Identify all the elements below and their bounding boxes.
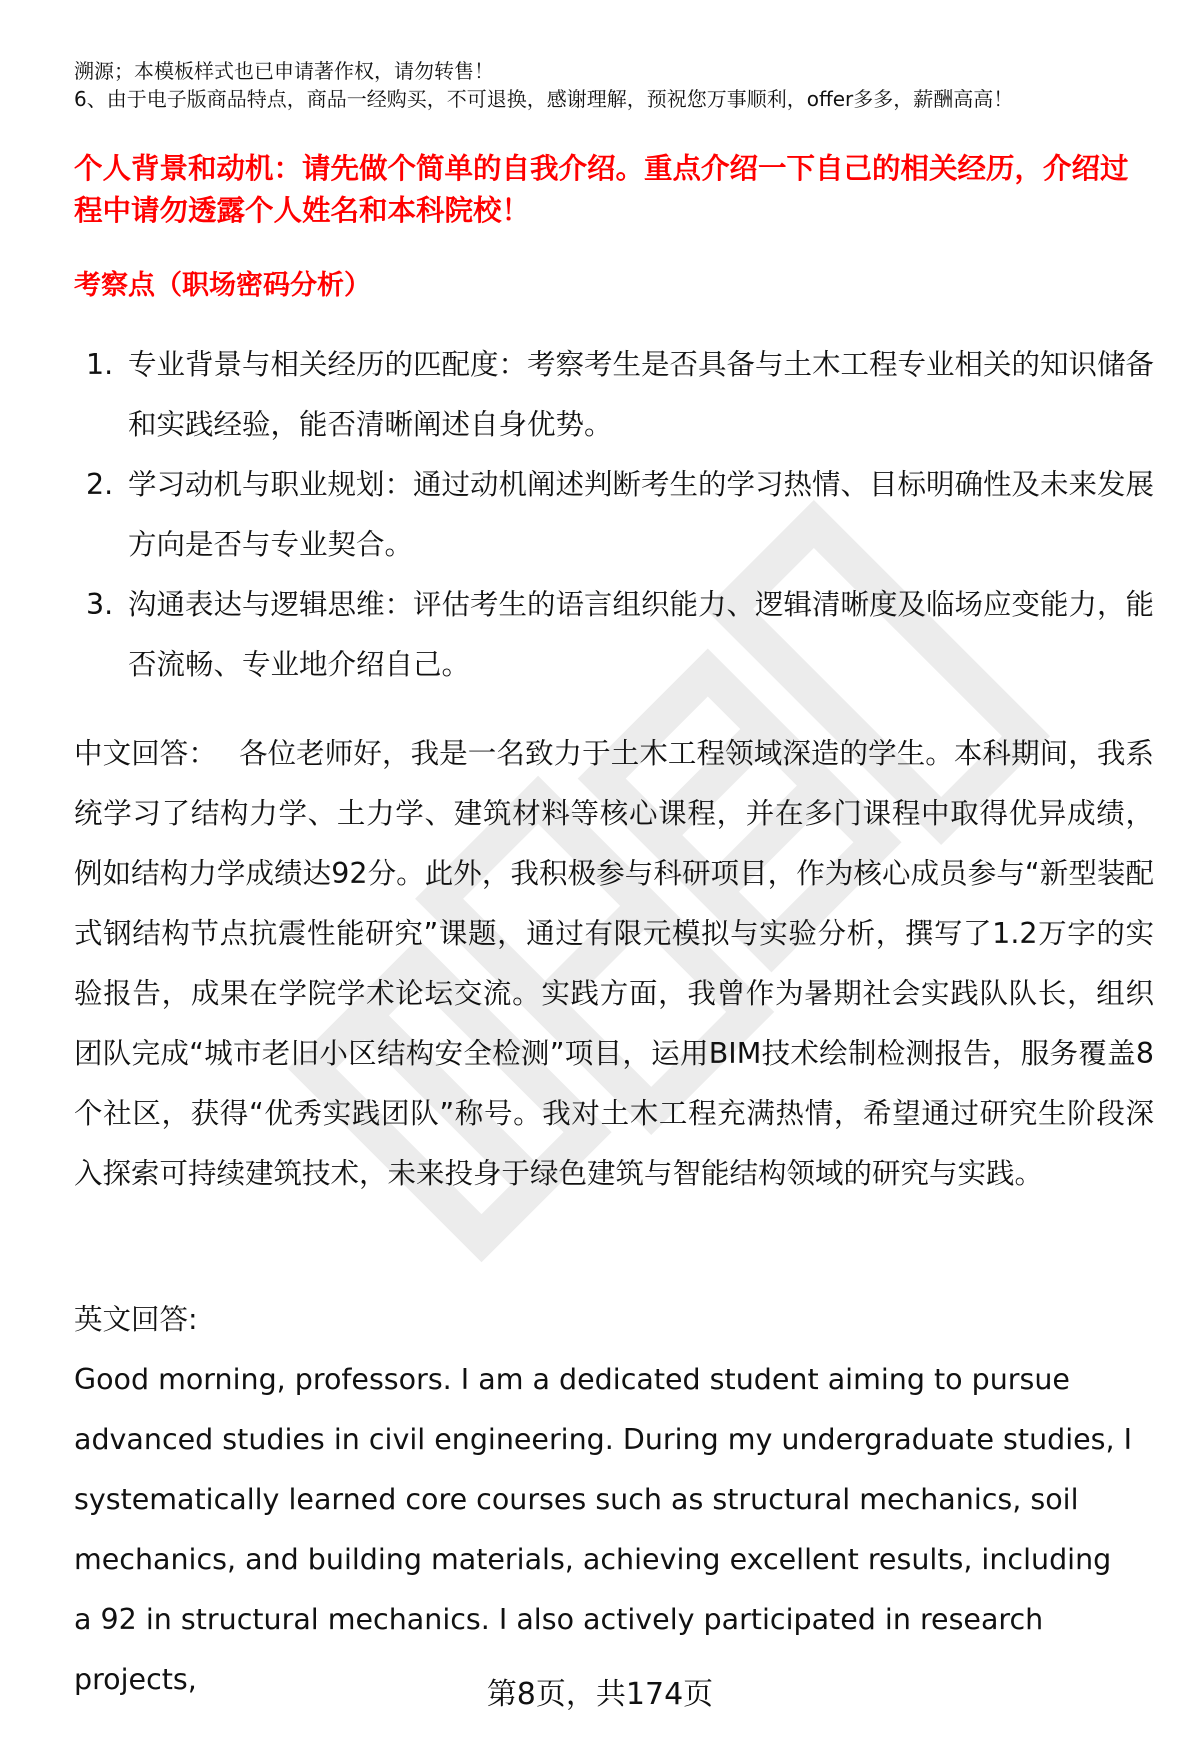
english-answer-text: Good morning, professors. I am a dedicated student aiming to pursue advanced studies in civil engineering. During my undergraduate studies, I systematically learned core courses such as structural mechanics, soil mechanics, and building materials, achieving excellent results, including a 92 in structural mechanics. I also actively participated in research projects, [74,1363,1133,1696]
chinese-answer-label: 中文回答： [74,737,217,770]
list-item-number: 3. [86,588,114,621]
list-item-number: 1. [86,348,114,381]
list-item [74,455,1154,575]
list-item [74,335,1154,455]
notice-line-1: 溯源；本模板样式也已申请著作权，请勿转售！ [74,59,494,83]
evaluation-points-list [74,335,1154,695]
section-title: 考察点（职场密码分析） [74,270,371,301]
english-answer-label: 英文回答: [74,1303,198,1336]
chinese-answer-text: 各位老师好，我是一名致力于土木工程领域深造的学生。本科期间，我系统学习了结构力学、土力学、建筑材料等核心课程，并在多门课程中取得优异成绩，例如结构力学成绩达92分。此外，我积极参与科研项目，作为核心成员参与“新型装配式钢结构节点抗震性能研究”课题，通过有限元模拟与实验分析，撰写了1.2万字的实验报告，成果在学院学术论坛交流。实践方面，我曾作为暑期社会实践队队长，组织团队完成“城市老旧小区结构安全检测”项目，运用BIM技术绘制检测报告，服务覆盖8个社区，获得“优秀实践团队”称号。我对土木工程充满热情，希望通过研究生阶段深入探索可持续建筑技术，未来投身于绿色建筑与智能结构领域的研究与实践。 [74,737,1154,1190]
list-item [74,575,1154,695]
list-item-text: 学习动机与职业规划：通过动机阐述判断考生的学习热情、目标明确性及未来发展方向是否与专业契合。 [128,468,1155,561]
notice-line-2: 6、由于电子版商品特点，商品一经购买，不可退换，感谢理解，预祝您万事顺利，offer多多，薪酬高高！ [74,87,1014,111]
list-item-text: 专业背景与相关经历的匹配度：考察考生是否具备与土木工程专业相关的知识储备和实践经验，能否清晰阐述自身优势。 [128,348,1155,441]
chinese-answer [74,724,1154,1204]
question-heading: 个人背景和动机：请先做个简单的自我介绍。重点介绍一下自己的相关经历，介绍过程中请勿透露个人姓名和本科院校！ [74,152,1129,227]
list-item-text: 沟通表达与逻辑思维：评估考生的语言组织能力、逻辑清晰度及临场应变能力，能否流畅、专业地介绍自己。 [128,588,1155,681]
list-item-number: 2. [86,468,114,501]
page-number-footer: 第8页，共174页 [486,1677,714,1712]
